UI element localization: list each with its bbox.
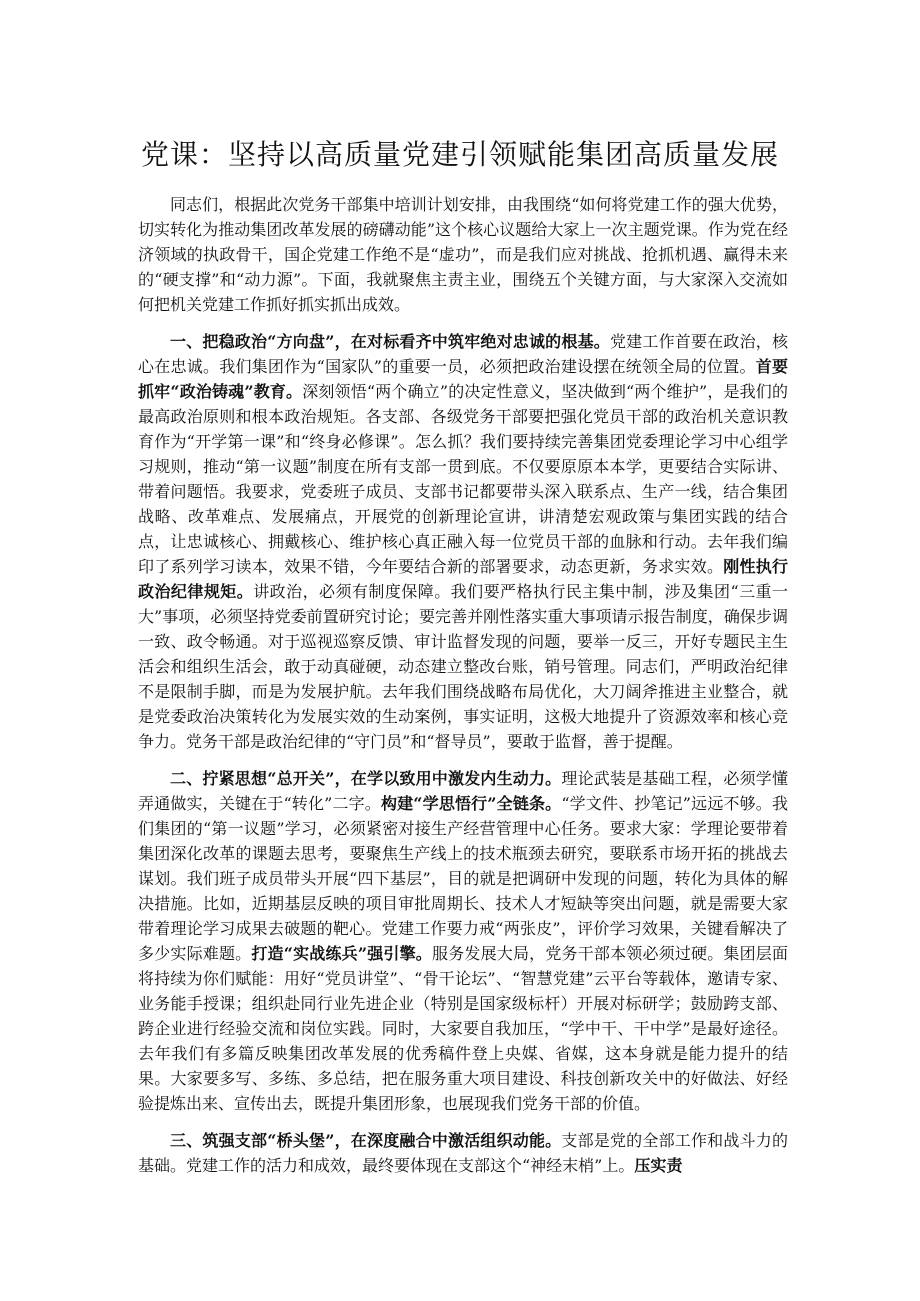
section-1-text-3: 讲政治，必须有制度保障。我们要严格执行民主集中制，涉及集团“三重一大”事项，必须坚持党委前置研究讨论；要完善并刚性落实重大事项请示报告制度，确保步调一致、政令畅通。对于巡视巡察反馈、审计监督发现的问题，要举一反三，开好专题民主生活会和组织生活会，敢于动真碰硬，动态建立整改台账，销号管理。同志们，严明政治纪律不是限制手脚，而是为发展护航。去年我们围绕战略布局优化，大刀阔斧推进主业整合，就是党委政治决策转化为发展实效的生动案例，事实证明，这极大地提升了资源效率和核心竞争力。党务干部是政治纪律的“守门员”和“督导员”，要敢于监督，善于提醒。 [138,582,788,751]
intro-paragraph: 同志们，根据此次党务干部集中培训计划安排，由我围绕“如何将党建工作的强大优势，切实转化为推动集团改革发展的磅礴动能”这个核心议题给大家上一次主题党课。作为党在经济领域的执政骨干，国企党建工作绝不是“虚功”，而是我们应对挑战、抢抓机遇、赢得未来的“硬支撑”和“动力源”。下面，我就聚焦主责主业，围绕五个关键方面，与大家深入交流如何把机关党建工作抓好抓实抓出成效。 [138,195,788,314]
section-1-heading: 一、把稳政治“方向盘”，在对标看齐中筑牢绝对忠诚的根基。 [170,332,610,351]
section-2-subheading-1: 构建“学思悟行”全链条。 [380,794,562,813]
section-1-text-2: 深刻领悟“两个确立”的决定性意义，坚决做到“两个维护”，是我们的最高政治原则和根本政治规矩。各支部、各级党务干部要把强化党员干部的政治机关意识教育作为“开学第一课”和“终身必修课”。怎么抓？我们要持续完善集团党委理论学习中心组学习规则，推动“第一议题”制度在所有支部一贯到底。不仅要原原本本学，更要结合实际讲、带着问题悟。我要求，党委班子成员、支部书记都要带头深入联系点、生产一线，结合集团战略、改革难点、发展痛点，开展党的创新理论宣讲，讲清楚宏观政策与集团实践的结合点，让忠诚核心、拥戴核心、维护核心真正融入每一位党员干部的血脉和行动。去年我们编印了系列学习读本，效果不错，今年要结合新的部署要求，动态更新，务求实效。 [138,382,788,576]
section-2-text-3: 服务发展大局，党务干部本领必须过硬。集团层面将持续为你们赋能：用好“党员讲堂”、“骨干论坛”、“智慧党建”云平台等载体，邀请专家、业务能手授课；组织赴同行业先进企业（特别是国家级标杆）开展对标研学；鼓励跨支部、跨企业进行经验交流和岗位实践。同时，大家要自我加压，“学中干、干中学”是最好途径。去年我们有多篇反映集团改革发展的优秀稿件登上央媒、省媒，这本身就是能力提升的结果。大家要多写、多练、多总结，把在服务重大项目建设、科技创新攻关中的好做法、好经验提炼出来、宣传出去，既提升集团形象，也展现我们党务干部的价值。 [138,944,788,1113]
section-1-subheading-1: 首要抓牢“政治铸魂”教育。 [138,357,788,401]
section-1-subheading-2: 刚性执行政治纪律规矩。 [138,557,788,601]
section-3-paragraph [138,1128,788,1178]
section-2-heading: 二、拧紧思想“总开关”，在学以致用中激发内生动力。 [170,769,562,788]
section-2-text-1: 理论武装是基础工程，必须学懂弄通做实，关键在于“转化”二字。 [138,769,788,813]
section-2-subheading-2: 打造“实战练兵”强引擎。 [251,944,432,963]
section-2-paragraph [138,766,788,1116]
document-title: 党课：坚持以高质量党建引领赋能集团高质量发展 [140,138,779,171]
section-3-text-1: 支部是党的全部工作和战斗力的基础。党建工作的活力和成效，最终要体现在支部这个“神经末梢”上。 [138,1131,788,1175]
section-1-paragraph [138,329,788,754]
document-body [138,192,788,1190]
section-1-text-1: 党建工作首要在政治，核心在忠诚。我们集团作为“国家队”的重要一员，必须把政治建设摆在统领全局的位置。 [138,332,788,376]
section-3-subheading-1: 压实责 [634,1156,683,1175]
section-3-heading: 三、筑强支部“桥头堡”，在深度融合中激活组织动能。 [170,1131,562,1150]
section-2-text-2: “学文件、抄笔记”远远不够。我们集团的“第一议题”学习，必须紧密对接生产经营管理中心任务。要求大家：学理论要带着集团深化改革的课题去思考，要聚焦生产线上的技术瓶颈去研究，要联系市场开拓的挑战去谋划。我们班子成员带头开展“四下基层”，目的就是把调研中发现的问题，转化为具体的解决措施。比如，近期基层反映的项目审批周期长、技术人才短缺等突出问题，就是需要大家带着理论学习成果去破题的靶心。党建工作要力戒“两张皮”，评价学习效果，关键看解决了多少实际难题。 [138,794,788,963]
